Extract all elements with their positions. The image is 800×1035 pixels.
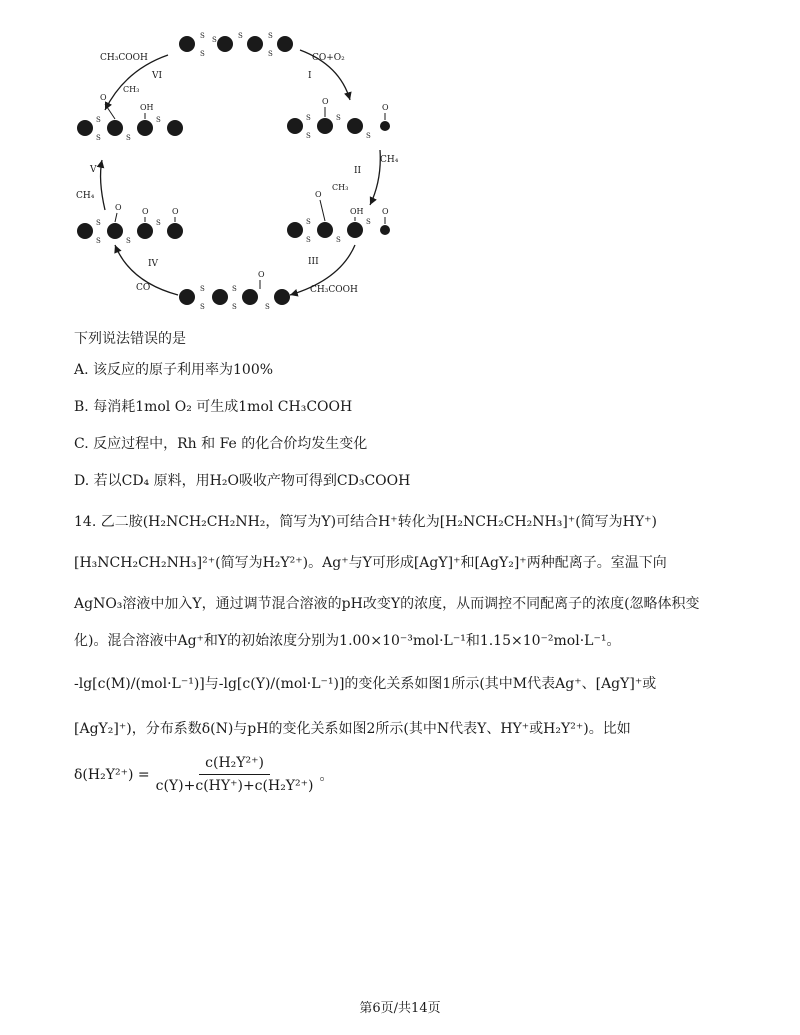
option-b: B. 每消耗1mol O₂ 可生成1mol CH₃COOH bbox=[74, 399, 353, 415]
arrow-step5 bbox=[101, 160, 105, 210]
svg-text:CH₃: CH₃ bbox=[123, 85, 140, 94]
option-d: D. 若以CD₄ 原料，用H₂O吸收产物可得到CD₃COOH bbox=[74, 473, 411, 489]
svg-text:S: S bbox=[336, 236, 341, 244]
svg-text:CH₄: CH₄ bbox=[380, 155, 399, 165]
svg-text:S: S bbox=[306, 132, 311, 140]
svg-text:CH₃: CH₃ bbox=[332, 183, 349, 192]
svg-text:O: O bbox=[382, 207, 389, 216]
svg-text:S: S bbox=[96, 237, 101, 245]
svg-text:S: S bbox=[268, 50, 273, 58]
svg-text:I: I bbox=[308, 71, 312, 81]
svg-text:III: III bbox=[308, 257, 319, 267]
svg-text:CH₃COOH: CH₃COOH bbox=[100, 53, 148, 63]
svg-text:O: O bbox=[172, 207, 179, 216]
q14-line-6: [AgY₂]⁺)，分布系数δ(N)与pH的变化关系如图2所示(其中N代表Y、HY⁺或H₂Y²⁺)。比如 bbox=[74, 721, 631, 737]
arrow-step6 bbox=[105, 55, 168, 110]
svg-text:O: O bbox=[115, 203, 122, 212]
q14-line-5: -lg[c(M)/(mol·L⁻¹)]与-lg[c(Y)/(mol·L⁻¹)]的变化关系如图1所示(其中M代表Ag⁺、[AgY]⁺或 bbox=[74, 676, 657, 692]
distribution-formula bbox=[74, 755, 334, 794]
svg-text:S: S bbox=[232, 303, 237, 311]
svg-text:S: S bbox=[366, 218, 371, 226]
substituent-labels bbox=[100, 85, 389, 279]
q14-line-2: [H₃NCH₂CH₂NH₃]²⁺(简写为H₂Y²⁺)。Ag⁺与Y可形成[AgY]⁺和[AgY₂]⁺两种配离子。室温下向 bbox=[74, 555, 667, 571]
question-intro: 下列说法错误的是 bbox=[74, 331, 186, 347]
q14-line-1: 14. 乙二胺(H₂NCH₂CH₂NH₂，简写为Y)可结合H⁺转化为[H₂NCH₂CH₂NH₃]⁺(简写为HY⁺) bbox=[74, 514, 657, 530]
svg-text:S: S bbox=[200, 303, 205, 311]
svg-text:II: II bbox=[354, 166, 362, 176]
formula-fraction bbox=[156, 755, 314, 794]
svg-text:S: S bbox=[265, 303, 270, 311]
arrow-step2 bbox=[370, 150, 380, 205]
svg-text:IV: IV bbox=[148, 259, 159, 269]
svg-text:O: O bbox=[258, 270, 265, 279]
svg-text:S: S bbox=[156, 219, 161, 227]
svg-text:S: S bbox=[200, 32, 205, 40]
svg-text:CH₃COOH: CH₃COOH bbox=[310, 285, 358, 295]
svg-text:CO: CO bbox=[136, 283, 151, 293]
formula-numerator: c(H₂Y²⁺) bbox=[199, 755, 270, 775]
svg-text:S: S bbox=[336, 114, 341, 122]
svg-text:S: S bbox=[306, 114, 311, 122]
q14-line-3: AgNO₃溶液中加入Y，通过调节混合溶液的pH改变Y的浓度，从而调控不同配离子的浓度(忽略体积变 bbox=[74, 596, 700, 612]
svg-text:S: S bbox=[156, 116, 161, 124]
svg-text:V: V bbox=[90, 165, 97, 175]
svg-text:O: O bbox=[100, 93, 107, 102]
svg-text:OH: OH bbox=[140, 103, 154, 112]
svg-text:O: O bbox=[142, 207, 149, 216]
formula-denominator: c(Y)+c(HY⁺)+c(H₂Y²⁺) bbox=[155, 778, 314, 794]
svg-text:S: S bbox=[306, 218, 311, 226]
cycle-svg bbox=[60, 20, 399, 330]
catalytic-cycle-diagram bbox=[60, 20, 399, 330]
svg-text:S: S bbox=[126, 134, 131, 142]
svg-text:O: O bbox=[315, 190, 322, 199]
svg-text:S: S bbox=[238, 32, 243, 40]
svg-text:OH: OH bbox=[350, 207, 364, 216]
option-a: A. 该反应的原子利用率为100% bbox=[74, 362, 274, 378]
svg-text:S: S bbox=[268, 32, 273, 40]
q14-line-4: 化)。混合溶液中Ag⁺和Y的初始浓度分别为1.00×10⁻³mol·L⁻¹和1.15×10⁻²mol·L⁻¹。 bbox=[74, 633, 621, 649]
sulfur-labels bbox=[96, 32, 371, 311]
formula-end: 。 bbox=[319, 767, 334, 784]
svg-text:CH₄: CH₄ bbox=[76, 191, 95, 201]
svg-text:S: S bbox=[96, 116, 101, 124]
chain-top bbox=[179, 36, 293, 52]
option-c: C. 反应过程中，Rh 和 Fe 的化合价均发生变化 bbox=[74, 436, 368, 452]
svg-text:S: S bbox=[232, 285, 237, 293]
svg-text:S: S bbox=[200, 285, 205, 293]
svg-text:S: S bbox=[126, 237, 131, 245]
svg-text:O: O bbox=[322, 97, 329, 106]
svg-text:S: S bbox=[96, 219, 101, 227]
formula-lhs: δ(H₂Y²⁺) = bbox=[74, 766, 150, 783]
svg-text:VI: VI bbox=[152, 71, 163, 81]
page-footer: 第6页/共14页 bbox=[359, 1001, 441, 1016]
svg-text:S: S bbox=[212, 36, 217, 44]
svg-text:S: S bbox=[96, 134, 101, 142]
svg-text:S: S bbox=[366, 132, 371, 140]
svg-text:CO+O₂: CO+O₂ bbox=[312, 53, 345, 63]
svg-text:S: S bbox=[306, 236, 311, 244]
svg-text:O: O bbox=[382, 103, 389, 112]
svg-text:S: S bbox=[200, 50, 205, 58]
